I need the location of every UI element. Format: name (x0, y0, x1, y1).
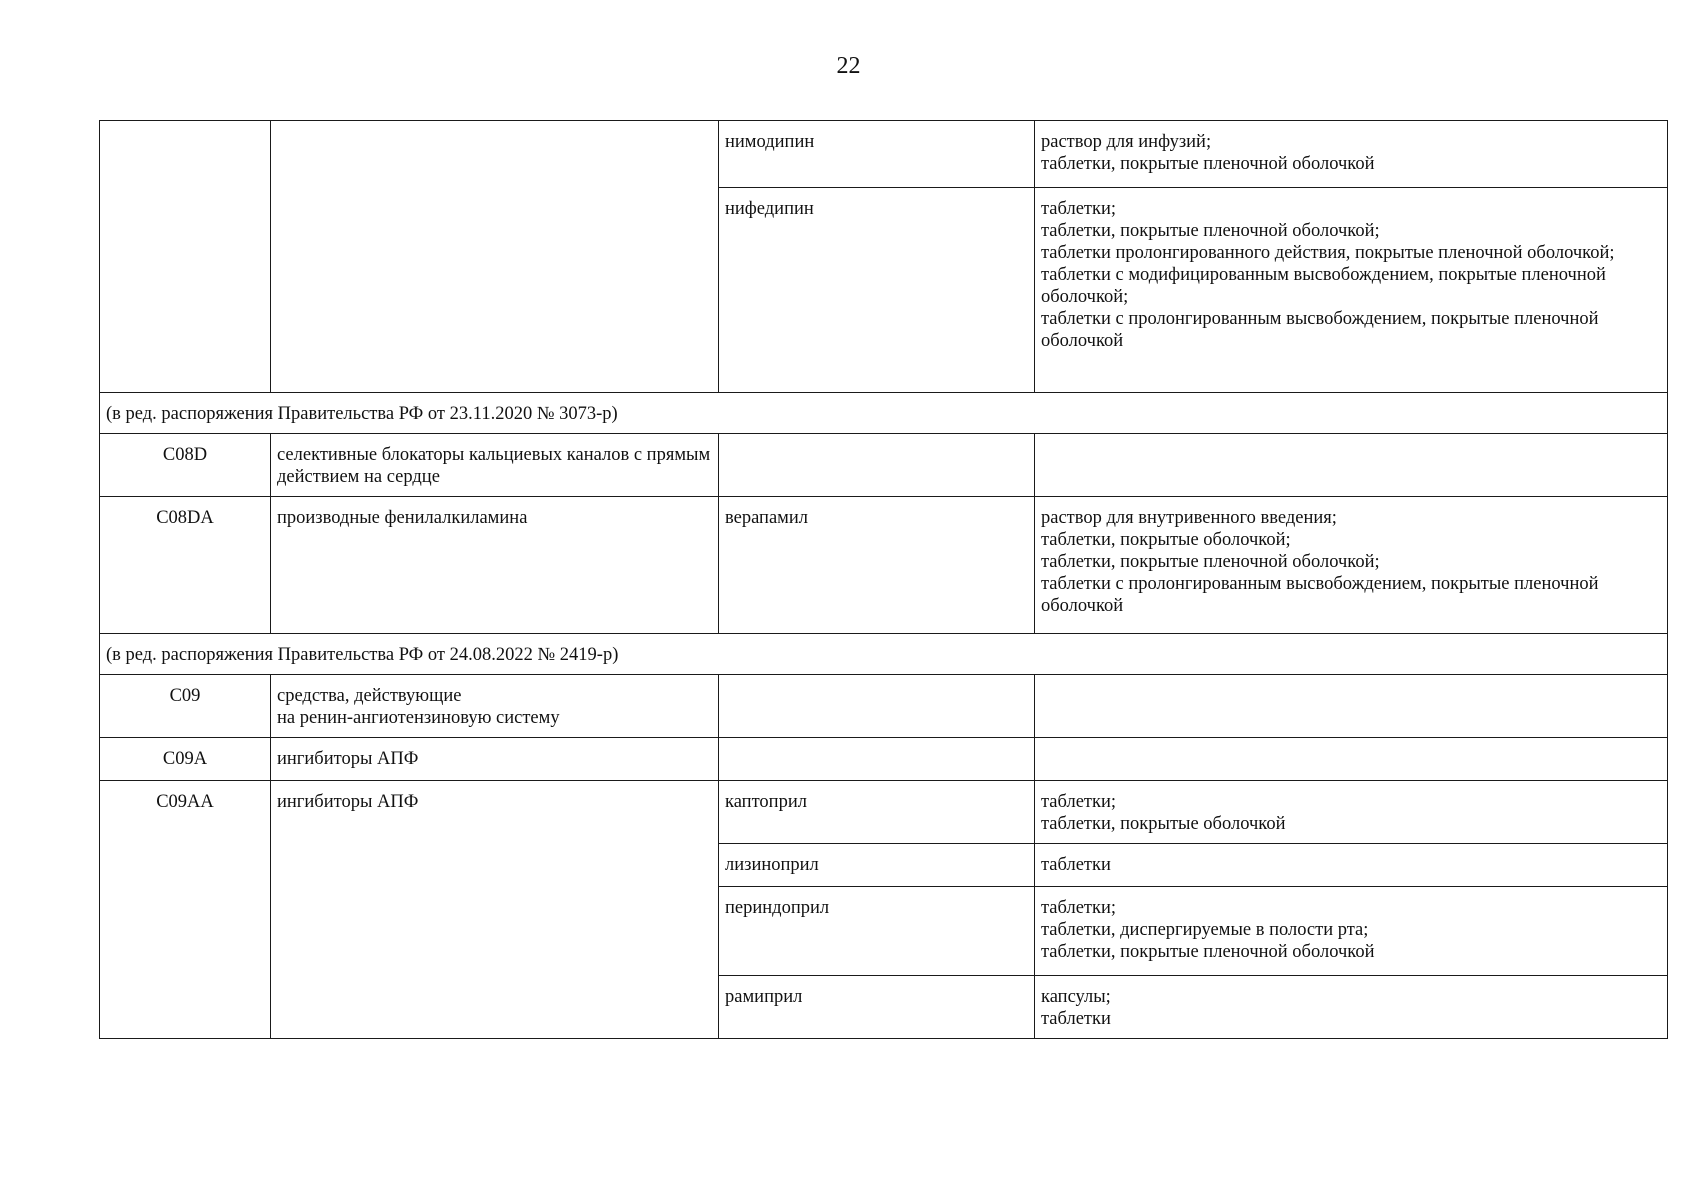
group-name-cell: селективные блокаторы кальциевых каналов с прямым действием на сердце (271, 434, 719, 497)
dosage-forms-cell-empty (1035, 434, 1668, 497)
atc-code-cell: C08D (100, 434, 271, 497)
dosage-forms-cell (1035, 497, 1668, 634)
drug-name-cell: рамиприл (719, 976, 1035, 1039)
dosage-form-line: таблетки (1041, 855, 1111, 875)
amendment-note-row (100, 634, 1668, 675)
code-cell-empty (100, 121, 271, 393)
group-cell-empty (271, 121, 719, 393)
drug-name-cell: нимодипин (719, 121, 1035, 188)
dosage-form-line: таблетки, покрытые пленочной оболочкой; (1041, 552, 1380, 572)
dosage-forms-cell (1035, 887, 1668, 976)
dosage-forms-cell (1035, 844, 1668, 887)
dosage-form-line: таблетки, диспергируемые в полости рта; (1041, 920, 1369, 940)
dosage-form-line: таблетки, покрытые оболочкой (1041, 814, 1286, 834)
dosage-form-line: раствор для инфузий; (1041, 132, 1212, 152)
dosage-forms-cell (1035, 976, 1668, 1039)
dosage-form-line: раствор для внутривенного введения; (1041, 508, 1337, 528)
atc-code-cell: C09A (100, 738, 271, 781)
dosage-form-line: таблетки, покрытые пленочной оболочкой (1041, 942, 1375, 962)
dosage-form-line: таблетки, покрытые пленочной оболочкой; (1041, 221, 1380, 241)
table-row-c09 (100, 675, 1668, 738)
dosage-forms-cell-empty (1035, 738, 1668, 781)
page-number: 22 (836, 53, 861, 79)
group-name-line: на ренин-ангиотензиновую систему (277, 708, 560, 728)
dosage-forms-cell (1035, 121, 1668, 188)
drug-name-cell-empty (719, 675, 1035, 738)
drug-name-cell: периндоприл (719, 887, 1035, 976)
group-name-cell: ингибиторы АПФ (271, 781, 719, 1039)
dosage-form-line: таблетки с пролонгированным высвобождением, покрытые пленочной оболочкой (1041, 574, 1599, 616)
table-row-captopril (100, 781, 1668, 844)
dosage-form-line: таблетки пролонгированного действия, покрытые пленочной оболочкой; (1041, 243, 1615, 263)
amendment-note-row (100, 393, 1668, 434)
dosage-forms-cell (1035, 188, 1668, 393)
drug-list-table (99, 120, 1668, 1039)
group-name-cell: ингибиторы АПФ (271, 738, 719, 781)
table-row-nimodipine (100, 121, 1668, 188)
dosage-form-line: капсулы; (1041, 987, 1111, 1007)
dosage-form-line: таблетки, покрытые оболочкой; (1041, 530, 1291, 550)
drug-name-cell: лизиноприл (719, 844, 1035, 887)
group-name-cell (271, 675, 719, 738)
dosage-forms-cell-empty (1035, 675, 1668, 738)
table-row-c08da (100, 497, 1668, 634)
table-row-c08d (100, 434, 1668, 497)
dosage-form-line: таблетки с пролонгированным высвобождением, покрытые пленочной оболочкой (1041, 309, 1599, 351)
dosage-forms-cell (1035, 781, 1668, 844)
atc-code-cell: C09 (100, 675, 271, 738)
drug-name-cell: нифедипин (719, 188, 1035, 393)
table-row-c09a (100, 738, 1668, 781)
atc-code-cell: C09AA (100, 781, 271, 1039)
atc-code-cell: C08DA (100, 497, 271, 634)
amendment-note: (в ред. распоряжения Правительства РФ от 24.08.2022 № 2419-р) (100, 634, 1668, 675)
group-name-line: средства, действующие (277, 686, 462, 706)
dosage-form-line: таблетки; (1041, 898, 1117, 918)
dosage-form-line: таблетки; (1041, 792, 1117, 812)
dosage-form-line: таблетки, покрытые пленочной оболочкой (1041, 154, 1375, 174)
drug-name-cell-empty (719, 738, 1035, 781)
dosage-form-line: таблетки (1041, 1009, 1111, 1029)
dosage-form-line: таблетки; (1041, 199, 1117, 219)
amendment-note: (в ред. распоряжения Правительства РФ от 23.11.2020 № 3073-р) (100, 393, 1668, 434)
drug-name-cell-empty (719, 434, 1035, 497)
drug-name-cell: верапамил (719, 497, 1035, 634)
drug-name-cell: каптоприл (719, 781, 1035, 844)
group-name-cell: производные фенилалкиламина (271, 497, 719, 634)
dosage-form-line: таблетки с модифицированным высвобождением, покрытые пленочной оболочкой; (1041, 265, 1606, 307)
